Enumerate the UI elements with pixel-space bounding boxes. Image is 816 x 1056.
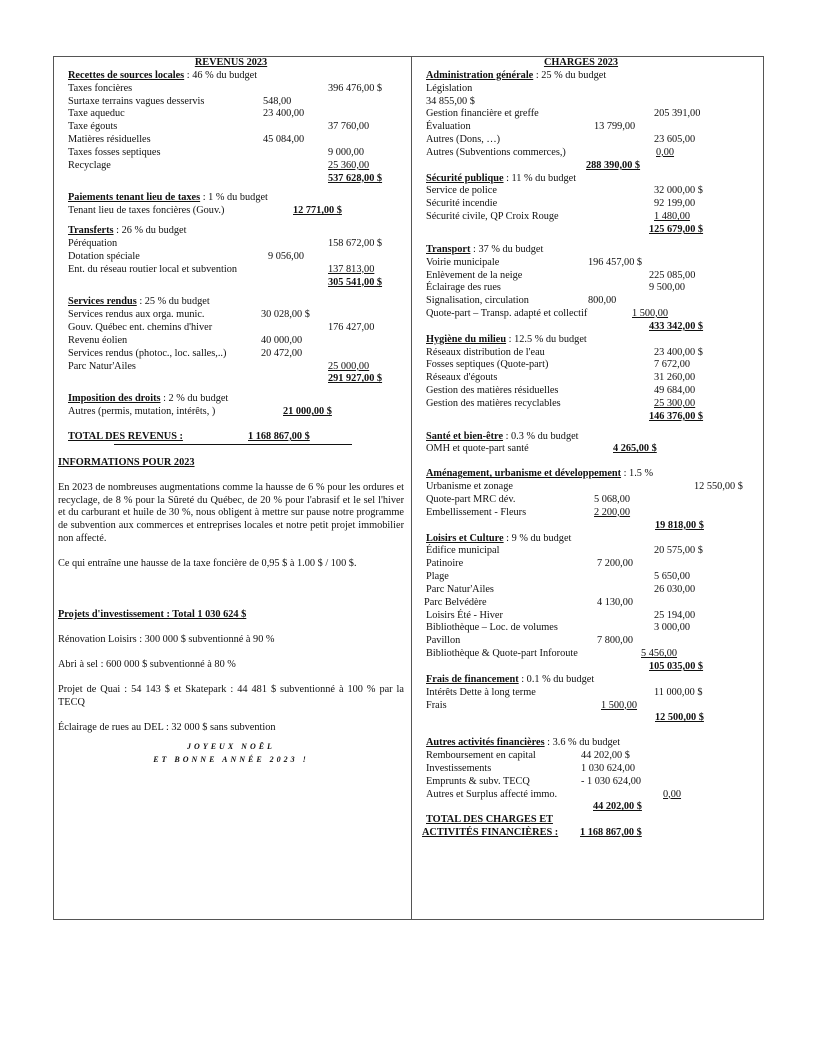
amenagement-item-subamount: 2 200,00	[594, 506, 631, 518]
transferts-item-name: Ent. du réseau routier local et subvention	[68, 263, 237, 275]
loisirs-item-amount: 3 000,00	[654, 622, 691, 634]
services-row	[58, 361, 404, 374]
locales-item-subamount: 45 084,00	[263, 134, 305, 146]
services-row	[58, 309, 404, 322]
loisirs-item-name: Parc Natur'Ailes	[426, 583, 494, 595]
locales-item-name: Recyclage	[68, 159, 111, 171]
admin-row	[426, 83, 756, 96]
securite-row	[426, 198, 756, 211]
revenus-grand-total: 1 168 867,00 $	[248, 430, 310, 442]
autres-item-name: Autres et Surplus affecté immo.	[426, 788, 558, 800]
amenagement-item-name: Quote-part MRC dév.	[426, 494, 516, 505]
charges-grand-label-2: ACTIVITÉS FINANCIÈRES :	[422, 827, 559, 839]
revenus-grand-label: TOTAL DES REVENUS :	[68, 430, 183, 442]
transport-item-amount: 9 500,00	[649, 282, 686, 294]
loisirs-item-name: Patinoire	[426, 558, 464, 570]
securite-total: 125 679,00 $	[649, 223, 704, 235]
hygiene-item-amount: 25 300,00	[654, 397, 696, 409]
loisirs-item-name: Loisirs Été - Hiver	[426, 609, 503, 621]
transferts-item-subamount: 9 056,00	[268, 250, 305, 262]
amenagement-item-name: Embellissement - Fleurs	[426, 506, 527, 518]
autres-item-subamount: 44 202,00 $	[581, 750, 630, 762]
services-header	[58, 296, 404, 309]
securite-item-amount: 92 199,00	[654, 198, 696, 210]
projets-title: Projets d'investissement : Total 1 030 624 $	[58, 609, 247, 621]
locales-item-amount: 396 476,00 $	[328, 82, 383, 94]
frais-item-subamount: 1 500,00	[601, 699, 638, 711]
loisirs-row	[426, 597, 756, 610]
charges-grand-label-1: TOTAL DES CHARGES ET	[426, 814, 553, 826]
charges-column	[422, 57, 756, 840]
frais-row	[426, 700, 756, 713]
locales-item-subamount: 548,00	[263, 95, 292, 107]
hygiene-item-amount: 7 672,00	[654, 359, 691, 371]
autres-label: Autres activités financières	[426, 737, 545, 749]
services-row	[58, 322, 404, 335]
autres-item-subamount: 1 030 624,00	[581, 762, 636, 774]
transport-row	[426, 282, 756, 295]
frais-item-amount: 11 000,00 $	[654, 686, 703, 698]
autres-total: 44 202,00 $	[593, 801, 642, 813]
transport-item-name: Enlèvement de la neige	[426, 269, 523, 281]
transferts-total-row	[58, 277, 404, 290]
transport-item-name: Signalisation, circulation	[426, 295, 529, 307]
locales-item-name: Taxes fosses septiques	[68, 146, 161, 158]
loisirs-item-name: Parc Belvédère	[424, 596, 487, 608]
securite-item-name: Sécurité incendie	[426, 198, 498, 210]
loisirs-item-amount: 20 575,00 $	[654, 545, 703, 557]
admin-item-subamount: 13 799,00	[594, 121, 636, 133]
services-item-subamount: 40 000,00	[261, 334, 303, 346]
admin-item-amount: 0,00	[656, 146, 675, 158]
frais-label: Frais de financement	[426, 673, 519, 685]
info-paragraph-2: Ce qui entraîne une hausse de la taxe foncière de 0,95 $ à 1.00 $ / 100 $.	[58, 558, 357, 570]
charges-grand-row-2	[422, 827, 756, 840]
services-total-row	[58, 373, 404, 386]
loisirs-header	[426, 533, 756, 546]
sante-total: 4 265,00 $	[613, 443, 657, 455]
hygiene-row	[426, 372, 756, 385]
amenagement-total-row	[426, 520, 756, 533]
amenagement-item-name: Urbanisme et zonage	[426, 481, 513, 493]
services-total: 291 927,00 $	[328, 373, 383, 385]
admin-total: 288 390,00 $	[586, 159, 641, 171]
loisirs-row	[426, 545, 756, 558]
transferts-item-name: Dotation spéciale	[68, 250, 140, 262]
loisirs-item-name: Plage	[426, 571, 449, 583]
admin-item-name: Évaluation	[426, 121, 471, 133]
transport-total: 433 342,00 $	[649, 320, 704, 332]
services-item-name: Gouv. Québec ent. chemins d'hiver	[68, 322, 213, 334]
loisirs-row	[426, 610, 756, 623]
admin-item-name: Autres (Dons, …)	[426, 134, 501, 146]
transferts-row	[58, 251, 404, 264]
securite-item-name: Sécurité civile, QP Croix Rouge	[426, 211, 559, 223]
transport-item-name: Quote-part – Transp. adapté et collectif	[426, 308, 588, 320]
admin-item-name: Législation	[426, 82, 473, 94]
loisirs-item-amount: 5 650,00	[654, 571, 691, 583]
loisirs-item-subamount: 7 200,00	[597, 558, 634, 570]
hygiene-row	[426, 347, 756, 360]
transport-row	[426, 295, 756, 308]
frais-total: 12 500,00 $	[655, 712, 704, 724]
hygiene-pct: : 12.5 % du budget	[506, 333, 587, 345]
admin-pct: : 25 % du budget	[533, 69, 607, 81]
transferts-row	[58, 238, 404, 251]
securite-rows	[426, 185, 756, 224]
loisirs-item-subamount: 7 800,00	[597, 635, 634, 647]
hygiene-rows	[426, 347, 756, 411]
frais-rows	[426, 687, 756, 713]
loisirs-pct: : 9 % du budget	[503, 532, 572, 544]
services-item-amount: 176 427,00	[328, 322, 375, 334]
services-item-name: Revenu éolien	[68, 334, 128, 346]
amenagement-total: 19 818,00 $	[655, 519, 704, 531]
loisirs-item-name: Édifice municipal	[426, 545, 500, 557]
autres-item-subamount: - 1 030 624,00	[581, 775, 642, 787]
loisirs-total-row	[426, 661, 756, 674]
securite-total-row	[426, 224, 756, 237]
services-rows	[58, 309, 404, 373]
revenus-title: REVENUS 2023	[194, 57, 268, 68]
locales-row	[58, 83, 404, 96]
admin-label: Administration générale	[426, 69, 534, 81]
locales-item-name: Matières résiduelles	[68, 134, 151, 146]
autres-item-name: Emprunts & subv. TECQ	[426, 775, 530, 787]
hygiene-total: 146 376,00 $	[649, 410, 704, 422]
loisirs-row	[426, 584, 756, 597]
admin-row	[426, 108, 756, 121]
transferts-total: 305 541,00 $	[328, 276, 383, 288]
admin-item-amount: 205 391,00	[654, 108, 701, 120]
projet-item: Projet de Quai : 54 143 $ et Skatepark : 44 481 $ subventionné à 100 % par la TECQ	[58, 683, 404, 708]
transport-item-name: Éclairage des rues	[426, 282, 501, 294]
securite-item-name: Service de police	[426, 185, 497, 197]
autres-item-name: Remboursement en capital	[426, 750, 536, 762]
tenant-label: Paiements tenant lieu de taxes	[68, 192, 201, 204]
securite-row	[426, 211, 756, 224]
transferts-label: Transferts	[68, 225, 114, 237]
frais-item-name: Frais	[426, 699, 447, 711]
securite-item-amount: 32 000,00 $	[654, 185, 703, 197]
autres-pct: : 3.6 % du budget	[544, 737, 621, 749]
hygiene-item-name: Fosses septiques (Quote-part)	[426, 359, 549, 371]
admin-item-name: Gestion financière et greffe	[426, 108, 539, 120]
transport-total-row	[426, 321, 756, 334]
loisirs-item-amount: 25 194,00	[654, 609, 696, 621]
hygiene-item-amount: 31 260,00	[654, 372, 696, 384]
locales-total: 537 628,00 $	[328, 172, 383, 184]
transferts-item-amount: 158 672,00 $	[328, 237, 383, 249]
tenant-header	[58, 192, 404, 205]
locales-total-row	[58, 173, 404, 186]
admin-total-row	[426, 160, 756, 173]
amenagement-row	[426, 494, 756, 507]
locales-item-name: Taxe égouts	[68, 121, 118, 133]
locales-item-subamount: 23 400,00	[263, 108, 305, 120]
autres-row	[426, 789, 756, 802]
services-item-name: Parc Natur'Ailes	[68, 360, 136, 372]
hygiene-header	[426, 334, 756, 347]
locales-item-amount: 37 760,00	[328, 121, 370, 133]
amenagement-header	[426, 468, 756, 481]
hygiene-item-name: Gestion des matières résiduelles	[426, 385, 559, 397]
tenant-item: Tenant lieu de taxes foncières (Gouv.)	[68, 205, 225, 217]
projet-item: Éclairage de rues au DEL : 32 000 $ sans subvention	[58, 721, 276, 733]
frais-row	[426, 687, 756, 700]
hygiene-item-name: Réseaux distribution de l'eau	[426, 346, 545, 358]
loisirs-item-amount: 26 030,00	[654, 583, 696, 595]
hygiene-total-row	[426, 411, 756, 424]
greeting-line-2: ET BONNE ANNÉE 2023 !	[153, 755, 309, 765]
admin-row	[426, 134, 756, 147]
locales-row	[58, 134, 404, 147]
revenus-grand-row	[58, 431, 404, 444]
admin-row	[426, 147, 756, 160]
locales-row	[58, 147, 404, 160]
locales-rows	[58, 83, 404, 173]
locales-row	[58, 108, 404, 121]
admin-header	[426, 70, 756, 83]
hygiene-item-amount: 49 684,00	[654, 385, 696, 397]
locales-item-amount: 9 000,00	[328, 146, 365, 158]
autres-row	[426, 750, 756, 763]
charges-grand-row-1	[426, 814, 756, 827]
locales-pct: : 46 % du budget	[184, 69, 258, 81]
transport-item-subamount: 800,00	[588, 295, 617, 307]
hygiene-item-name: Gestion des matières recyclables	[426, 397, 561, 409]
sante-row	[426, 443, 756, 456]
info-title-row	[58, 457, 404, 470]
transport-pct: : 37 % du budget	[470, 243, 544, 255]
loisirs-row	[426, 622, 756, 635]
frais-total-row	[426, 712, 756, 725]
services-pct: : 25 % du budget	[136, 296, 210, 308]
transferts-rows	[58, 238, 404, 277]
sante-item: OMH et quote-part santé	[426, 443, 529, 455]
greeting-line-1: JOYEUX NOËL	[187, 742, 275, 752]
column-divider	[411, 56, 412, 920]
services-item-subamount: 30 028,00 $	[261, 309, 310, 321]
hygiene-label: Hygiène du milieu	[426, 333, 507, 345]
revenus-column	[58, 57, 404, 764]
admin-row	[426, 96, 756, 109]
autres-item-amount: 0,00	[663, 788, 682, 800]
admin-rows	[426, 83, 756, 160]
imposition-row	[58, 406, 404, 419]
hygiene-row	[426, 385, 756, 398]
frais-item-name: Intérêts Dette à long terme	[426, 686, 536, 698]
locales-label: Recettes de sources locales	[68, 69, 185, 81]
services-item-name: Services rendus aux orga. munic.	[68, 309, 205, 321]
loisirs-rows	[426, 545, 756, 661]
transport-row	[426, 308, 756, 321]
services-row	[58, 335, 404, 348]
amenagement-item-amount: 12 550,00 $	[694, 481, 743, 493]
info-title: INFORMATIONS POUR 2023	[58, 456, 195, 468]
projet-item: Abri à sel : 600 000 $ subventionné à 80 %	[58, 658, 236, 670]
projets-title-row	[58, 609, 404, 622]
transport-item-amount: 225 085,00	[649, 269, 696, 281]
frais-header	[426, 674, 756, 687]
locales-item-amount: 25 360,00	[328, 159, 370, 171]
amenagement-rows	[426, 481, 756, 520]
imposition-total: 21 000,00 $	[283, 406, 332, 418]
securite-label: Sécurité publique	[426, 172, 504, 184]
imposition-pct: : 2 % du budget	[160, 393, 229, 405]
transport-item-name: Voirie municipale	[426, 256, 500, 268]
hygiene-row	[426, 398, 756, 411]
loisirs-item-name: Bibliothèque & Quote-part Inforoute	[426, 648, 578, 660]
hygiene-item-name: Réseaux d'égouts	[426, 372, 498, 384]
transferts-pct: : 26 % du budget	[113, 225, 187, 237]
loisirs-row	[426, 648, 756, 661]
transport-item-subamount: 196 457,00 $	[588, 256, 643, 268]
tenant-pct: : 1 % du budget	[200, 192, 268, 204]
admin-item-name: 34 855,00 $	[426, 95, 475, 107]
autres-row	[426, 763, 756, 776]
services-label: Services rendus	[68, 296, 137, 308]
autres-row	[426, 776, 756, 789]
transferts-header	[58, 225, 404, 238]
tenant-row	[58, 205, 404, 218]
sante-label: Santé et bien-être	[426, 430, 504, 442]
transport-row	[426, 257, 756, 270]
loisirs-row	[426, 635, 756, 648]
loisirs-row	[426, 571, 756, 584]
services-row	[58, 348, 404, 361]
loisirs-item-subamount: 4 130,00	[597, 596, 634, 608]
amenagement-pct: : 1.5 %	[621, 468, 654, 480]
transferts-item-amount: 137 813,00	[328, 263, 375, 275]
tenant-total: 12 771,00 $	[293, 205, 342, 217]
loisirs-label: Loisirs et Culture	[426, 532, 504, 544]
admin-item-name: Autres (Subventions commerces,)	[426, 146, 566, 158]
services-item-name: Services rendus (photoc., loc. salles,..)	[68, 347, 227, 359]
transport-item-subamount: 1 500,00	[632, 308, 669, 320]
transferts-item-name: Péréquation	[68, 237, 118, 249]
locales-row	[58, 160, 404, 173]
projet-item: Rénovation Loisirs : 300 000 $ subventionné à 90 %	[58, 633, 275, 645]
charges-title: CHARGES 2023	[543, 57, 619, 68]
amenagement-row	[426, 507, 756, 520]
locales-row	[58, 96, 404, 109]
transport-header	[426, 244, 756, 257]
imposition-header	[58, 393, 404, 406]
transport-rows	[426, 257, 756, 321]
securite-pct: : 11 % du budget	[503, 172, 577, 184]
amenagement-label: Aménagement, urbanisme et développement	[426, 468, 622, 480]
sante-pct: : 0.3 % du budget	[503, 430, 579, 442]
transport-row	[426, 270, 756, 283]
imposition-item: Autres (permis, mutation, intérêts, )	[68, 406, 216, 418]
locales-header	[58, 70, 404, 83]
admin-row	[426, 121, 756, 134]
loisirs-total: 105 035,00 $	[649, 660, 704, 672]
hygiene-item-amount: 23 400,00 $	[654, 346, 703, 358]
autres-header	[426, 737, 756, 750]
locales-row	[58, 121, 404, 134]
hygiene-row	[426, 359, 756, 372]
transport-label: Transport	[426, 243, 471, 255]
autres-total-row	[426, 801, 756, 814]
services-item-amount: 25 000,00	[328, 360, 370, 372]
imposition-label: Imposition des droits	[68, 393, 161, 405]
amenagement-row	[426, 481, 756, 494]
admin-item-amount: 23 605,00	[654, 134, 696, 146]
transferts-row	[58, 264, 404, 277]
info-paragraph-1: En 2023 de nombreuses augmentations comme la hausse de 6 % pour les ordures et recyclage, de 8 % pour la Sûreté du Québec, de 20 % pour l'abrasif et le sel l'hiver et du carburant et huile de 30 %, nous obligent à mettre sur pause notre programme de subvention aux commerces et entreprises locales et notre petit projet immobilier non affecté.	[58, 481, 404, 545]
sante-header	[426, 431, 756, 444]
securite-item-amount: 1 480,00	[654, 211, 691, 223]
securite-header	[426, 173, 756, 186]
locales-item-name: Surtaxe terrains vagues desservis	[68, 95, 205, 107]
autres-item-name: Investissements	[426, 762, 492, 774]
loisirs-row	[426, 558, 756, 571]
loisirs-item-name: Pavillon	[426, 635, 461, 647]
charges-grand-total: 1 168 867,00 $	[580, 827, 642, 839]
amenagement-item-subamount: 5 068,00	[594, 494, 631, 505]
loisirs-item-subamount: 5 456,00	[641, 648, 678, 660]
locales-item-name: Taxe aqueduc	[68, 108, 125, 120]
loisirs-item-name: Bibliothèque – Loc. de volumes	[426, 622, 558, 634]
frais-pct: : 0.1 % du budget	[518, 673, 595, 685]
services-item-subamount: 20 472,00	[261, 347, 303, 359]
securite-row	[426, 185, 756, 198]
autres-rows	[426, 750, 756, 801]
locales-item-name: Taxes foncières	[68, 82, 133, 94]
